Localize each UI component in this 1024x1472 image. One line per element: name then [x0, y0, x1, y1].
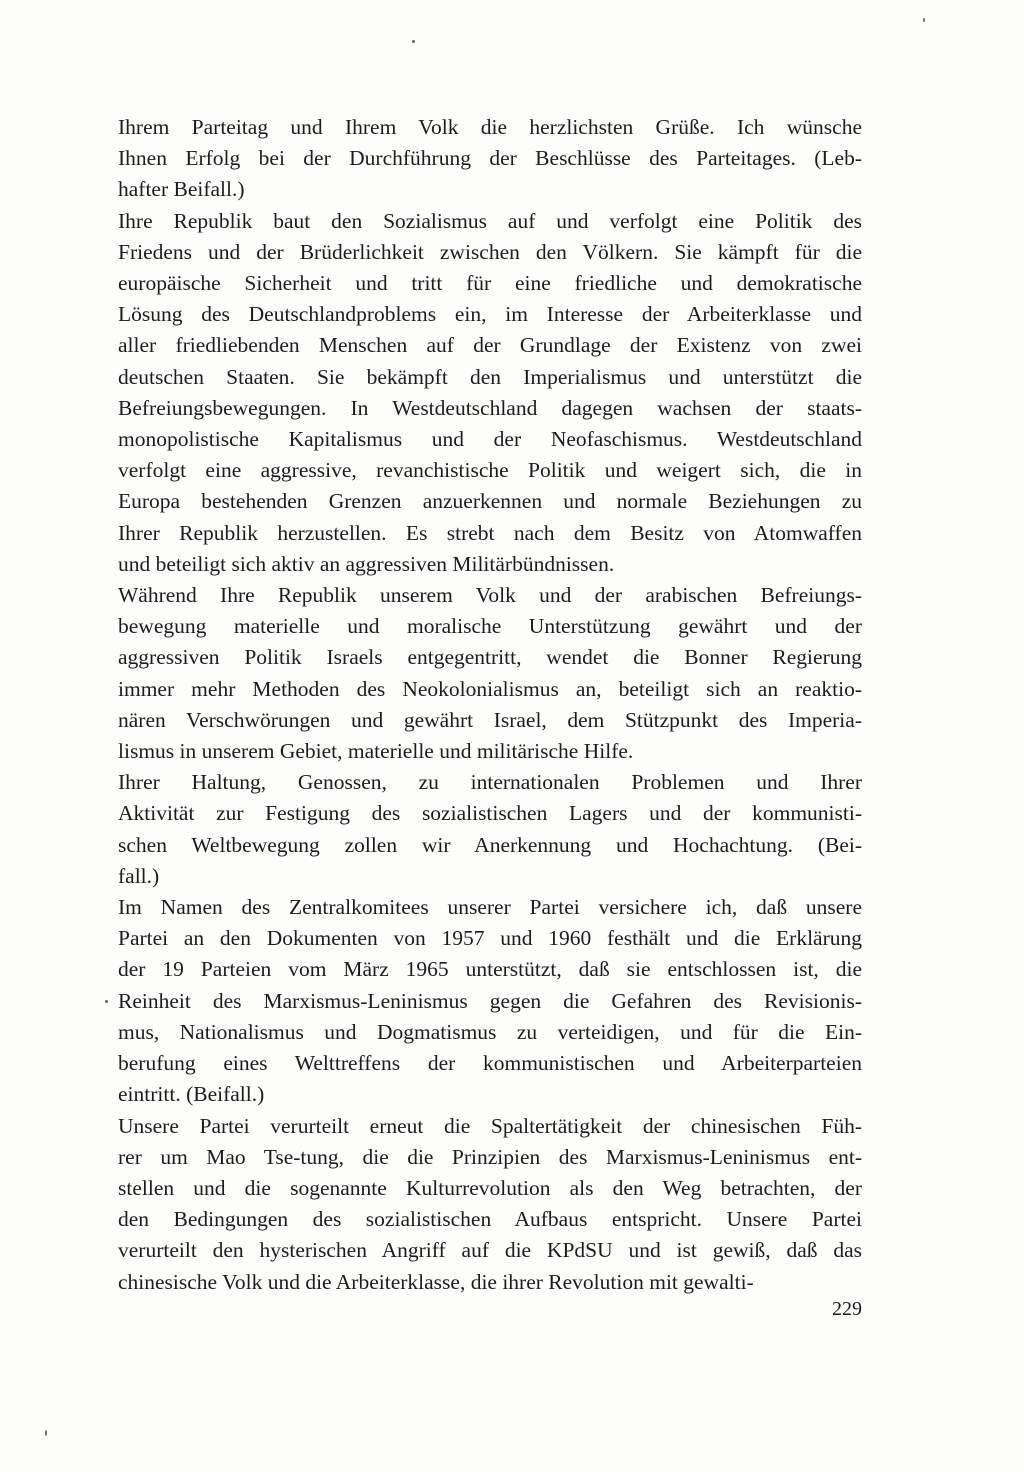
- text-line: Ihrer Haltung, Genossen, zu internationalen Problemen und Ihrer: [118, 770, 862, 795]
- text-line: verurteilt den hysterischen Angriff auf die KPdSU und ist gewiß, daß das: [118, 1238, 862, 1263]
- text-line: Befreiungsbewegungen. In Westdeutschland dagegen wachsen der staats-: [118, 395, 862, 420]
- scan-speck: [45, 1430, 47, 1436]
- text-line: deutschen Staaten. Sie bekämpft den Imperialismus und unterstützt die: [118, 364, 862, 389]
- text-line: chinesische Volk und die Arbeiterklasse, die ihrer Revolution mit gewalti-: [118, 1269, 754, 1294]
- text-line: verfolgt eine aggressive, revanchistische Politik und weigert sich, die in: [118, 458, 862, 483]
- text-line: Unsere Partei verurteilt erneut die Spaltertätigkeit der chinesischen Füh-: [118, 1113, 862, 1138]
- text-line: stellen und die sogenannte Kulturrevolution als den Weg betrachten, der: [118, 1175, 862, 1200]
- scan-speck: [412, 40, 415, 43]
- text-line: der 19 Parteien vom März 1965 unterstützt, daß sie entschlossen ist, die: [118, 957, 862, 982]
- text-line: Friedens und der Brüderlichkeit zwischen den Völkern. Sie kämpft für die: [118, 239, 862, 264]
- paragraph: [118, 580, 862, 767]
- text-line: Im Namen des Zentralkomitees unserer Partei versichere ich, daß unsere: [118, 895, 862, 920]
- text-line: schen Weltbewegung zollen wir Anerkennung und Hochachtung. (Bei-: [118, 832, 862, 857]
- text-line: aggressiven Politik Israels entgegentritt, wendet die Bonner Regierung: [118, 645, 862, 670]
- text-line: hafter Beifall.): [118, 177, 245, 202]
- text-line: Aktivität zur Festigung des sozialistischen Lagers und der kommunisti-: [118, 801, 862, 826]
- paragraph: [118, 1111, 862, 1298]
- text-line: Partei an den Dokumenten von 1957 und 1960 festhält und die Erklärung: [118, 926, 862, 951]
- page-number: 229: [832, 1298, 862, 1320]
- text-line: aller friedliebenden Menschen auf der Grundlage der Existenz von zwei: [118, 333, 862, 358]
- text-line: monopolistische Kapitalismus und der Neofaschismus. Westdeutschland: [118, 427, 862, 452]
- paragraph: [118, 206, 862, 580]
- scan-speck: [105, 1000, 108, 1003]
- paragraph: [118, 112, 862, 206]
- text-line: europäische Sicherheit und tritt für eine friedliche und demokratische: [118, 271, 862, 296]
- text-line: fall.): [118, 863, 160, 888]
- text-line: Lösung des Deutschlandproblems ein, im Interesse der Arbeiterklasse und: [118, 302, 862, 327]
- text-line: berufung eines Welttreffens der kommunistischen und Arbeiterparteien: [118, 1051, 862, 1076]
- text-line: mus, Nationalismus und Dogmatismus zu verteidigen, und für die Ein-: [118, 1019, 862, 1044]
- text-line: Ihrem Parteitag und Ihrem Volk die herzlichsten Grüße. Ich wünsche: [118, 115, 862, 139]
- text-line: nären Verschwörungen und gewährt Israel, dem Stützpunkt des Imperia-: [118, 707, 862, 732]
- text-line: Ihnen Erfolg bei der Durchführung der Beschlüsse des Parteitages. (Leb-: [118, 146, 862, 171]
- text-line: den Bedingungen des sozialistischen Aufbaus entspricht. Unsere Partei: [118, 1207, 862, 1232]
- text-line: eintritt. (Beifall.): [118, 1082, 265, 1107]
- text-line: bewegung materielle und moralische Unterstützung gewährt und der: [118, 614, 862, 639]
- text-line: und beteiligt sich aktiv an aggressiven Militärbündnissen.: [118, 551, 615, 576]
- text-line: lismus in unserem Gebiet, materielle und militärische Hilfe.: [118, 739, 634, 764]
- paragraph: [118, 892, 862, 1110]
- text-line: Reinheit des Marxismus-Leninismus gegen die Gefahren des Revisionis-: [118, 988, 862, 1013]
- paragraph: [118, 767, 862, 892]
- text-line: Während Ihre Republik unserem Volk und der arabischen Befreiungs-: [118, 583, 862, 608]
- text-line: rer um Mao Tse-tung, die die Prinzipien des Marxismus-Leninismus ent-: [118, 1144, 862, 1169]
- text-line: Ihrer Republik herzustellen. Es strebt nach dem Besitz von Atomwaffen: [118, 520, 862, 545]
- text-line: Ihre Republik baut den Sozialismus auf und verfolgt eine Politik des: [118, 208, 862, 233]
- body-text: [118, 112, 862, 1298]
- text-line: Europa bestehenden Grenzen anzuerkennen und normale Beziehungen zu: [118, 489, 862, 514]
- text-line: immer mehr Methoden des Neokolonialismus an, beteiligt sich an reaktio-: [118, 676, 862, 701]
- scan-speck: [923, 18, 925, 22]
